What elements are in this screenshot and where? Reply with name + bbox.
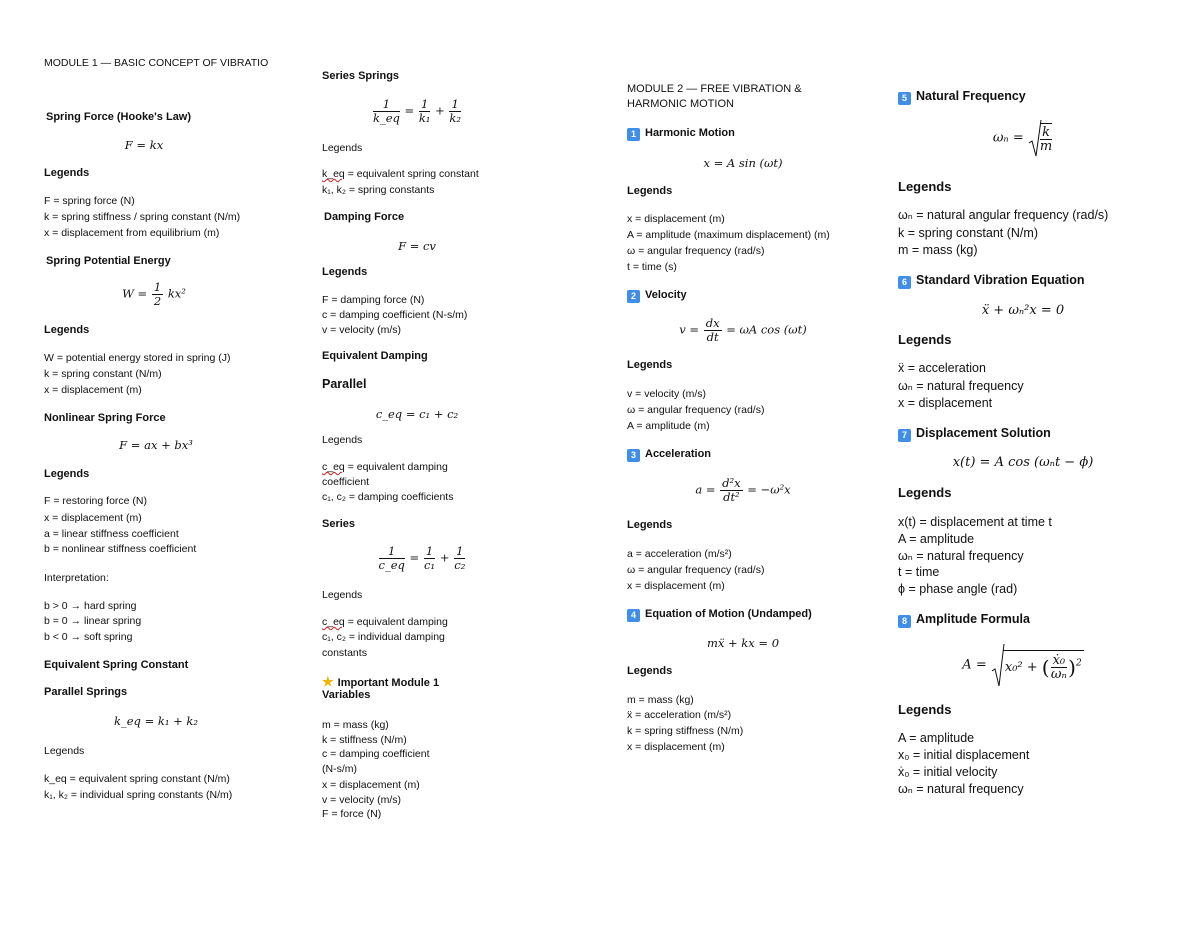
standard-heading: 6 Standard Vibration Equation: [898, 273, 1085, 289]
series-springs-heading: Series Springs: [322, 70, 400, 82]
potential-item: k = spring constant (N/m): [44, 368, 162, 380]
nonlinear-legends-label: Legends: [44, 468, 90, 480]
number-2-icon: 2: [627, 290, 640, 303]
natural-item: k = spring constant (N/m): [898, 226, 1038, 240]
displacement-item: A = amplitude: [898, 532, 975, 546]
damping-legends-label: Legends: [322, 266, 368, 278]
potential-item: W = potential energy stored in spring (J): [44, 352, 231, 364]
acceleration-equation: a = $\frac{\text{d²x}}{\text{dt²}}$ = −ω²x: [695, 476, 791, 504]
velocity-item: v = velocity (m/s): [627, 388, 707, 400]
amplitude-item: ẋ₀ = initial velocity: [898, 765, 998, 779]
potential-equation: W = $\frac{1}{2}$ kx²: [122, 280, 186, 308]
number-5-icon: 5: [898, 92, 911, 105]
eom-item: ẍ = acceleration (m/s²): [627, 709, 732, 721]
acceleration-heading: 3 Acceleration: [627, 448, 711, 462]
important-item: k = stiffness (N/m): [322, 734, 407, 746]
eom-legends-label: Legends: [627, 665, 673, 677]
damping-item: v = velocity (m/s): [322, 324, 402, 336]
amplitude-item: A = amplitude: [898, 731, 975, 745]
number-6-icon: 6: [898, 276, 911, 289]
hooke-equation: F = kx: [124, 138, 164, 152]
natural-equation: ωₙ = $\frac{k}{m}$: [898, 119, 1148, 157]
nonlinear-equation: F = ax + bx³: [119, 438, 193, 452]
column-module1-b: [322, 0, 592, 927]
amplitude-equation: A = x₀² + ( $\frac{\text{ẋ₀}}{\text{ωₙ}}$ )$^2$: [898, 643, 1148, 687]
velocity-item: A = amplitude (m): [627, 420, 710, 432]
module2-title: MODULE 2 — FREE VIBRATION &: [627, 83, 802, 95]
parallel-damping-legends-label: Legends: [322, 434, 363, 446]
star-icon: ★: [322, 674, 334, 689]
series-damping-equation: $\frac{1}{c\_eq}$ = $\frac{1}{\text{c₁}}$ + $\frac{1}{\text{c₂}}$: [378, 544, 466, 572]
series-damping-item: c₁, c₂ = individual damping: [322, 631, 445, 643]
displacement-item: x(t) = displacement at time t: [898, 515, 1052, 529]
hooke-legends-label: Legends: [44, 167, 90, 179]
hooke-item: k = spring stiffness / spring constant (N/m): [44, 211, 241, 223]
series-springs-equation: $\frac{1}{k\_eq}$ = $\frac{1}{\text{k₁}}$ + $\frac{1}{\text{k₂}}$: [373, 97, 461, 125]
module1-title: MODULE 1 — BASIC CONCEPT OF VIBRATIO: [44, 57, 269, 69]
number-8-icon: 8: [898, 615, 911, 628]
harmonic-item: t = time (s): [627, 261, 677, 273]
hooke-item: F = spring force (N): [44, 195, 135, 207]
natural-item: m = mass (kg): [898, 243, 978, 257]
potential-legends-label: Legends: [44, 324, 90, 336]
interpretation-item: b > 0 → hard spring: [44, 600, 137, 612]
nonlinear-item: a = linear stiffness coefficient: [44, 528, 179, 540]
displacement-item: ωₙ = natural frequency: [898, 549, 1024, 563]
interpretation-label: Interpretation:: [44, 572, 109, 584]
parallel-springs-heading: Parallel Springs: [44, 686, 128, 698]
parallel-damping-equation: c_eq = c₁ + c₂: [375, 407, 459, 421]
harmonic-heading: 1 Harmonic Motion: [627, 127, 735, 141]
module2-title-line2: HARMONIC MOTION: [627, 98, 734, 110]
damping-heading: Damping Force: [324, 211, 405, 223]
parallel-damping-item: c_eq = equivalent damping: [322, 461, 448, 473]
standard-item: x = displacement: [898, 396, 993, 410]
harmonic-item: x = displacement (m): [627, 213, 725, 225]
number-3-icon: 3: [627, 449, 640, 462]
nonlinear-heading: Nonlinear Spring Force: [44, 412, 166, 424]
series-springs-legends-label: Legends: [322, 142, 363, 154]
eom-heading: 4 Equation of Motion (Undamped): [627, 608, 812, 622]
number-4-icon: 4: [627, 609, 640, 622]
acceleration-item: x = displacement (m): [627, 580, 725, 592]
important-item: v = velocity (m/s): [322, 794, 402, 806]
velocity-equation: v = $\frac{dx}{dt}$ = ωA cos (ωt): [679, 316, 807, 344]
harmonic-legends-label: Legends: [627, 185, 673, 197]
column-module1-a: [44, 0, 304, 927]
parallel-damping-item: c₁, c₂ = damping coefficients: [322, 491, 454, 503]
displacement-item: t = time: [898, 565, 940, 579]
equiv-spring-heading: Equivalent Spring Constant: [44, 659, 189, 671]
harmonic-equation: x = A sin (ωt): [703, 156, 783, 170]
eom-item: x = displacement (m): [627, 741, 725, 753]
eom-item: k = spring stiffness (N/m): [627, 725, 744, 737]
amplitude-legends-label: Legends: [898, 702, 952, 717]
parallel-damping-heading: Parallel: [322, 377, 367, 391]
nonlinear-item: b = nonlinear stiffness coefficient: [44, 543, 197, 555]
natural-heading: 5 Natural Frequency: [898, 89, 1026, 105]
acceleration-item: ω = angular frequency (rad/s): [627, 564, 765, 576]
displacement-equation: x(t) = A cos (ωₙt − ϕ): [952, 455, 1094, 470]
important-heading-line2: Variables: [322, 689, 371, 701]
nonlinear-item: F = restoring force (N): [44, 495, 147, 507]
interpretation-item: b < 0 → soft spring: [44, 631, 133, 643]
series-damping-heading: Series: [322, 518, 356, 530]
hooke-item: x = displacement from equilibrium (m): [44, 227, 220, 239]
column-module2-b: [898, 0, 1178, 927]
natural-item: ωₙ = natural angular frequency (rad/s): [898, 208, 1109, 222]
standard-legends-label: Legends: [898, 332, 952, 347]
nonlinear-item: x = displacement (m): [44, 512, 142, 524]
displacement-legends-label: Legends: [898, 485, 952, 500]
series-damping-legends-label: Legends: [322, 589, 363, 601]
equiv-damping-heading: Equivalent Damping: [322, 350, 428, 362]
velocity-item: ω = angular frequency (rad/s): [627, 404, 765, 416]
harmonic-item: A = amplitude (maximum displacement) (m): [627, 229, 830, 241]
damping-item: c = damping coefficient (N-s/m): [322, 309, 468, 321]
amplitude-item: x₀ = initial displacement: [898, 748, 1030, 762]
displacement-item: ϕ = phase angle (rad): [898, 582, 1018, 596]
hooke-heading: Spring Force (Hooke's Law): [46, 111, 192, 123]
velocity-heading: 2 Velocity: [627, 289, 687, 303]
damping-equation: F = cv: [398, 239, 436, 253]
velocity-legends-label: Legends: [627, 359, 673, 371]
number-7-icon: 7: [898, 429, 911, 442]
parallel-springs-equation: k_eq = k₁ + k₂: [114, 714, 198, 728]
equiv-spring-item: k₁, k₂ = individual spring constants (N/m): [44, 789, 233, 801]
series-springs-item: k_eq = equivalent spring constant: [322, 168, 479, 180]
column-module2-a: [627, 0, 877, 927]
natural-legends-label: Legends: [898, 179, 952, 194]
important-item: c = damping coefficient: [322, 748, 430, 760]
series-springs-item: k₁, k₂ = spring constants: [322, 184, 435, 196]
important-item: F = force (N): [322, 808, 382, 820]
potential-heading: Spring Potential Energy: [46, 255, 171, 267]
standard-equation: ẍ + ωₙ²x = 0: [981, 303, 1065, 318]
important-item: (N-s/m): [322, 763, 357, 775]
potential-item: x = displacement (m): [44, 384, 142, 396]
eom-equation: mẍ + kx = 0: [706, 636, 780, 650]
amplitude-heading: 8 Amplitude Formula: [898, 612, 1030, 628]
harmonic-item: ω = angular frequency (rad/s): [627, 245, 765, 257]
displacement-heading: 7 Displacement Solution: [898, 426, 1051, 442]
series-damping-item: constants: [322, 647, 367, 659]
damping-item: F = damping force (N): [322, 294, 425, 306]
important-heading: ★ Important Module 1: [322, 674, 440, 689]
standard-item: ωₙ = natural frequency: [898, 379, 1024, 393]
equiv-spring-item: k_eq = equivalent spring constant (N/m): [44, 773, 230, 785]
acceleration-item: a = acceleration (m/s²): [627, 548, 732, 560]
acceleration-legends-label: Legends: [627, 519, 673, 531]
interpretation-item: b = 0 → linear spring: [44, 615, 142, 627]
important-item: m = mass (kg): [322, 719, 389, 731]
parallel-damping-item: coefficient: [322, 476, 370, 488]
equiv-spring-legends-label: Legends: [44, 745, 85, 757]
eom-item: m = mass (kg): [627, 694, 694, 706]
series-damping-item: c_eq = equivalent damping: [322, 616, 448, 628]
standard-item: ẍ = acceleration: [898, 361, 986, 375]
number-1-icon: 1: [627, 128, 640, 141]
important-item: x = displacement (m): [322, 779, 420, 791]
amplitude-item: ωₙ = natural frequency: [898, 782, 1024, 796]
